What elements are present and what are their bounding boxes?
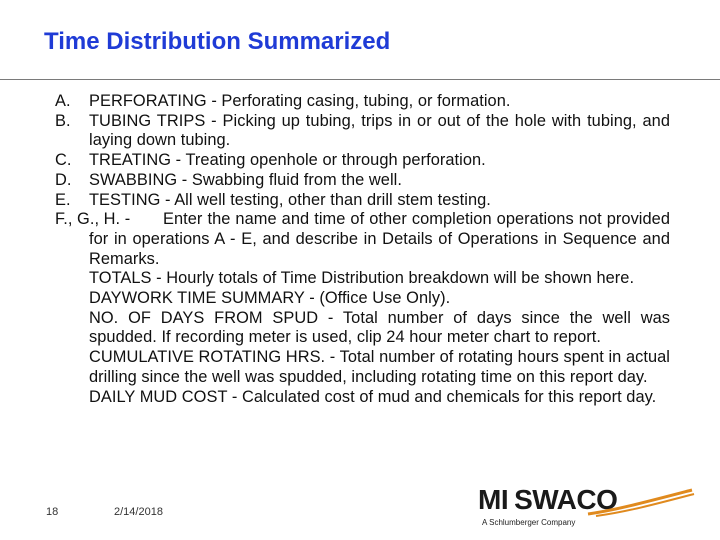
paragraph-cumulative-rotating: CUMULATIVE ROTATING HRS. - Total number of rotating hours spent in actual drilling since the well was spudded, including rotating time on this report day. (89, 348, 670, 386)
paragraph-totals: TOTALS - Hourly totals of Time Distribution breakdown will be shown here. (89, 269, 635, 288)
slide-number: 18 (46, 506, 59, 518)
logo-swoosh-icon (586, 488, 696, 518)
item-text: SWABBING - Swabbing fluid from the well. (89, 170, 402, 189)
item-text: TREATING - Treating openhole or through perforation. (89, 151, 486, 170)
item-text-fgh: Enter the name and time of other completion operations not provided for in operations A - E, and describe in Details of Operations in Sequence and Remarks. (89, 210, 670, 268)
item-letter: A. (55, 92, 71, 110)
item-letter: C. (55, 151, 72, 170)
page-title: Time Distribution Summarized (44, 28, 391, 55)
list-item (55, 92, 670, 112)
list-item (55, 171, 670, 191)
title-divider (0, 79, 720, 80)
logo-swaco: SWACO (514, 484, 618, 515)
logo-tagline: A Schlumberger Company (482, 518, 576, 527)
list-item (55, 151, 670, 171)
item-text: TESTING - All well testing, other than drill stem testing. (89, 190, 491, 209)
item-letter: F., G., H. - (55, 210, 131, 229)
list-item (55, 191, 670, 211)
paragraph-daily-mud-cost: DAILY MUD COST - Calculated cost of mud and chemicals for this report day. (89, 387, 657, 406)
list-item (55, 112, 670, 151)
item-letter: B. (55, 111, 71, 130)
company-logo (478, 484, 693, 530)
item-letter: D. (55, 170, 72, 189)
paragraph-days-from-spud: NO. OF DAYS FROM SPUD - Total number of days since the well was spudded. If recording meter is used, clip 24 hour meter chart to report. (89, 308, 670, 347)
item-text: TUBING TRIPS - Picking up tubing, trips in or out of the hole with tubing, and laying down tubing. (89, 111, 670, 150)
item-letter: E. (55, 190, 71, 209)
paragraph-daywork: DAYWORK TIME SUMMARY - (Office Use Only). (89, 289, 451, 308)
definitions-list (55, 92, 670, 407)
logo-mi: MI (478, 484, 509, 515)
item-text: PERFORATING - Perforating casing, tubing, or formation. (89, 92, 511, 110)
slide-date: 2/14/2018 (114, 506, 163, 518)
